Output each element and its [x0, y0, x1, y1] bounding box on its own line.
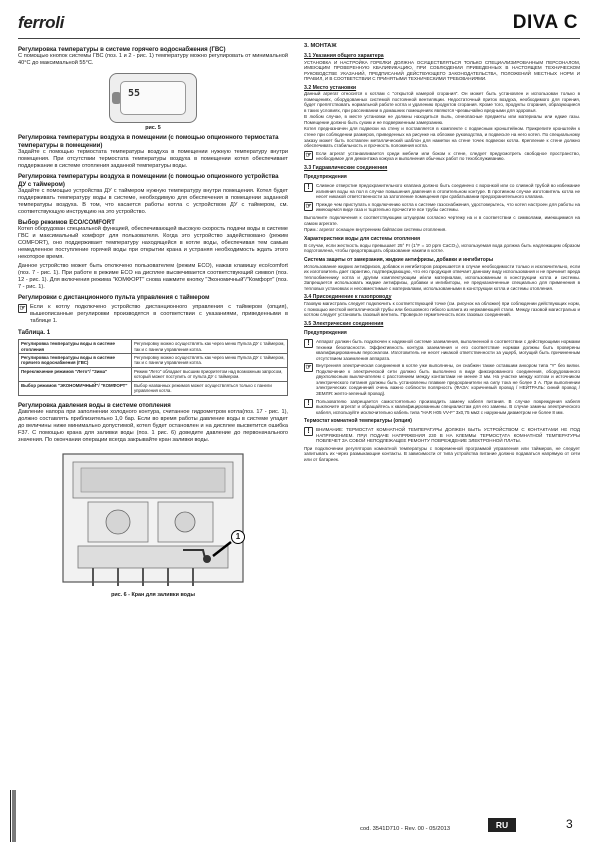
section-title-gas: 3.4 Присоединение к газопроводу	[304, 294, 392, 301]
page-number: 3	[566, 817, 573, 831]
subsection-title-room-thermostat: Термостат комнатной температуры (опция)	[304, 418, 412, 425]
header-divider	[18, 38, 580, 39]
table-row	[19, 354, 288, 368]
language-badge: RU	[488, 818, 516, 832]
warning-block	[304, 202, 580, 213]
warning-text: ВНИМАНИЕ: ТЕРМОСТАТ КОМНАТНОЙ ТЕМПЕРАТУРЫ ДОЛЖЕН БЫТЬ УСТРОЙСТВОМ С КОНТАКТАМИ НЕ ПОД НАПРЯЖЕНИЕМ. ПРИ ПОДАЧЕ НАПРЯЖЕНИЯ 230 В НА КЛЕММЫ ТЕРМОСТАТА КОМНАТНОЙ ТЕМПЕРАТУРЫ ПОВЛЕЧЕТ ЗА СОБОЙ НЕПОДЛЕЖАЩЕЕ РЕМОНТУ ПОВРЕЖДЕНИЕ ЭЛЕКТРОННОЙ ПЛАТЫ.	[316, 427, 580, 444]
section-title-dhw-temp: Регулировка температуры в системе горячего водоснабжения (ГВС)	[18, 46, 226, 53]
section-text-dhw-temp: С помощью кнопок системы ГВС (поз. 1 и 2 - рис. 1) температуру можно регулировать от минимальной 40°C до максимальной 55°C.	[18, 53, 288, 67]
section-title-remote-control: Регулировки с дистанционного пульта управления с таймером	[18, 294, 210, 302]
section-title-electrical: 3.5 Электрические соединения	[304, 320, 384, 327]
section-text-antifreeze: Использование жидких антифризов, добавок и ингибиторов разрешается в случае необходимости только и исключительно, если их изготовитель дает гарантию, подтверждающую, что его продукция отвечает данному виду использования и не причинит вреда теплообменнику котла и другим комплектующим и/или материалам, использованным в конструкции котла и системы. Запрещается использовать жидкие антифризы, добавки и ингибиторы, не предназначенные специально для применения в тепловых установках и несовместимые с материалами, использованными в конструкции котла и системы отопления.	[304, 263, 580, 291]
warning-text: Пользователю запрещается самостоятельно производить замену кабеля питания. В случае повреждения кабеля выключите агрегат и обращайтесь к квалифицированным специалистам для его замены. В случае замены электрического кабеля, используйте исключительно кабель типа "HAR H05 VV-F" 3x0,75 мм2 с наружным диаметром не более 8 мм.	[316, 398, 580, 415]
warning-block	[304, 363, 580, 396]
warning-icon: ☞	[305, 151, 312, 159]
subsection-title-warnings: Предупреждения	[304, 330, 347, 337]
warning-icon: !	[304, 339, 313, 348]
warning-icon: !	[304, 399, 313, 408]
left-column	[18, 43, 288, 601]
subsection-title-warnings: Предупреждения	[304, 174, 347, 181]
table-cell-key: Регулировка температуры воды в системе отопления	[19, 340, 132, 354]
warning-text: Если агрегат устанавливается среди мебели или боком к стене, следует предусмотреть свободное пространство, необходимое для демонтажа кожуха и выполнения обычных работ по техобслуживанию.	[316, 150, 580, 162]
warning-block	[304, 339, 580, 361]
section-text-water-pressure: Давление напора при заполнении холодного контура, считанное гидрометром котла(поз. 17 - рис. 1), должно составлять приблизительно 1,0 бар. Если во время работы давление воды в системе упадет до величины ниже минимально допустимой, котел будет остановлен и на дисплее высветится ошибка F37. С помощью крана для заливки воды (поз. 1 рис. 6) доведите давление до первоначального значения. По окончании операции всегда закрывайте кран заливки воды.	[18, 408, 288, 443]
warning-text: Сливное отверстие предохранительного клапана должно быть соединено с воронкой или со сливной трубой во избежание излияния воды на пол в случае повышения давления в отопительном контуре. В противном случае изготовитель котла не несет никакой ответственности за затопление помещения при срабатывании предохранительного клапана.	[316, 183, 580, 200]
table-row	[19, 367, 288, 381]
subsection-title-water-quality: Характеристики воды для системы отопления	[304, 235, 421, 242]
section-text-general: УСТАНОВКА И НАСТРОЙКА ГОРЕЛКИ ДОЛЖНА ОСУЩЕСТВЛЯТЬСЯ ТОЛЬКО СПЕЦИАЛИЗИРОВАННЫМ ПЕРСОНАЛОМ, ИМЕЮЩИМ ПРОВЕРЕННУЮ КВАЛИФИКАЦИЮ, ПРИ СОБЛЮДЕНИИ ПРИВЕДЕННЫХ В НАСТОЯЩЕМ ТЕХНИЧЕСКОМ РУКОВОДСТВЕ УКАЗАНИЙ, ПРЕДПИСАНИЙ ДЕЙСТВУЮЩЕГО ЗАКОНОДАТЕЛЬСТВА, ПОЛОЖЕНИЙ МЕСТНЫХ НОРМ И ПРАВИЛ, И В СООТВЕТСТВИИ С ПРИНЯТЫМИ ТЕХНИЧЕСКИМИ ТРЕБОВАНИЯМИ.	[304, 59, 580, 82]
section-title-room-thermostat: Регулировка температуры воздуха в помещении (с помощью опционного термостата температуры в помещении)	[18, 134, 279, 149]
callout-marker: 1	[231, 530, 245, 544]
right-column	[304, 43, 580, 462]
table-cell-key: Выбор режимов "ЭКОНОМИЧНЫЙ"/ "КОМФОРТ"	[19, 381, 132, 395]
section-text-eco-comfort-1: Котел оборудован специальной функцией, обеспечивающей высокую скорость подачи воды в системе ГВС и максимальный комфорт для пользователя. Когда это устройство задействовано (режим COMFORT), оно поддерживает температуру находящейся в котле воды, обеспечивая тем самым немедленное поступление горячей воды при открытии крана и устраняя необходимость ждать этого некоторое время.	[18, 226, 288, 261]
section-text-remote-timer: Задайте с помощью устройства ДУ с таймером нужную температуру внутри помещения. Котел будет поддерживать температуру воды в системе, необходимую для обеспечения в помещении заданной температуры воздуха. В том, что касается работы котла с устройством ДУ с таймером, см. соответствующую инструкцию на это устройство.	[18, 188, 288, 216]
control-panel-display-image	[109, 73, 197, 123]
section-title-general: 3.1 Указания общего характера	[304, 53, 384, 59]
warning-text: Аппарат должен быть подключен к надежной системе заземления, выполненной в соответствии с действующими нормами техники безопасности. Эффективность контура заземления и его соответствие нормам должны быть проверены квалифицированным персоналом. Изготовитель не несет никакой ответственности за ущерб, могущий быть причиненным отсутствием заземления аппарата.	[316, 339, 580, 361]
warning-icon: ☞	[19, 304, 26, 312]
section-text-hydraulic-2: Прим.: агрегат оснащен внутренним байпасом системы отопления.	[304, 227, 447, 233]
section-text-gas: Газовую магистраль следует подключить к соответствующей точке (см. рисунок на обложке) при соблюдении действующих норм, с помощью жесткой металлической трубы или бесшовного гибкого шланга из нержавеющей стали. Между газовой магистралью и котлом следует установить газовый вентиль. Проверьте герметичность всех газовых соединений.	[304, 300, 580, 318]
barcode-graphic	[10, 790, 16, 842]
display-digits: 55	[128, 88, 141, 100]
warning-icon: ☞	[305, 364, 312, 372]
boiler-fill-tap-image	[33, 450, 273, 590]
warning-block	[304, 399, 580, 416]
table-cell-value: Режим "Лето" обладает высшим приоритетом над возможным запросом, который может поступить от пульта ДУ с таймером.	[131, 367, 287, 381]
figure-caption: рис. 6 - Кран для заливки воды	[111, 591, 195, 598]
figure-caption: рис. 5	[145, 125, 161, 132]
warning-block	[304, 183, 580, 200]
warning-block	[18, 304, 288, 325]
section-title-remote-timer: Регулировка температуры воздуха в помещении (с помощью опционного устройства ДУ с таймером)	[18, 173, 279, 188]
warning-text: Прежде чем приступать к подключению котла к системе газоснабжения, удостоверьтесь, что котел настроен для работы на имеющемся виде газа и тщательно прочистите все трубы системы.	[316, 201, 580, 213]
warning-text: Если к котлу подключено устройство дистанционного управления с таймером (опция), вышеописанные регулировки производятся в соответствии с указаниями, приведенными в таблице 1.	[30, 303, 288, 324]
warning-block	[304, 427, 580, 444]
boiler-diagram	[33, 450, 273, 590]
section-title-eco-comfort: Выбор режимов ECO/COMFORT	[18, 219, 115, 227]
model-title: DIVA C	[512, 12, 578, 33]
warning-icon: !	[304, 183, 313, 192]
table-cell-key: Регулировка температуры воды в системе горячего водоснабжения (ГВС)	[19, 354, 132, 368]
settings-table	[18, 339, 288, 395]
table-cell-value: Регулировку можно осуществлять как через меню Пульта ДУ с таймером, так и с панели управления котла.	[131, 340, 287, 354]
section-text-location-3: Котел предназначен для подвески на стену и поставляется в комплекте с подвесным кронштейном. Прикрепите кронштейн к стене при соблюдении размеров, приведенных на рисунке на обложке руководства, и подвесьте на него котел. По специальному заказу может быть поставлен металлический шаблон для наметки на стене точек подвески котла. Крепление к стене должно обеспечивать стабильность и прочность положения котла.	[304, 126, 580, 149]
table-cell-key: Переключение режимов "Лето"/ "Зима"	[19, 367, 132, 381]
table-title: Таблица. 1	[18, 328, 51, 336]
section-title-location: 3.2 Место установки	[304, 84, 357, 91]
table-row	[19, 381, 288, 395]
section-text-location-2: В любом случае, в месте установки не должны находиться пыль, огнеопасные предметы или материалы или едкие газы. Помещение должно быть сухим и не подверженным замерзанию.	[304, 114, 580, 125]
table-cell-value: Выбор названных режимов может осуществляться только с панели управления котла.	[131, 381, 287, 395]
section-text-hydraulic-1: Выполните подключения к соответствующим штуцерам согласно чертежу на и в соответствии с символами, имеющимися на самом агрегате.	[304, 214, 580, 226]
section-title-water-pressure: Регулировка давления воды в системе отопления	[18, 401, 171, 409]
table-row	[19, 340, 288, 354]
warning-block	[304, 151, 580, 162]
warning-text: Внутренняя электрическая соединения в котле уже выполнены, он снабжен также оставшим анкором типа "Y" без вилки. Подключение к электрической сети должно быть выполнено в виде фиксированного соединения, оборудованного двухполюсным выключателем с расстоянием между контактами не менее 3 мм. На участке между котлом и источником электрического питания должны быть установлены плавкие предохранители на силу тока не более 3 А. При выполнении электрических соединений очень важно соблюсти полярность (ФАЗА: коричневый провод / НЕЙТРАЛЬ: синий провод / ЗЕМЛЯ: желто-зеленый провод).	[316, 363, 580, 397]
subsection-title-antifreeze: Система защиты от замерзания, жидкие антифризы, добавки и ингибиторы	[304, 256, 494, 263]
warning-icon: !	[304, 427, 313, 436]
section-text-location-1: Данный агрегат относится к котлам с "открытой камерой сгорания". Он может быть установлен и использован только в помещениях, оборудованных системой постоянной вентиляции. Недостаточный приток воздуха, необходимого для горения, будет препятствовать нормальной работе котла и удалению продуктов сгорания. Кроме того, продукты сгорания, образующиеся в таких условиях, при рассеивании в домашних помещениях являются чрезвычайно вредными для здоровья.	[304, 91, 580, 113]
section-text-water-quality: В случае, если жесткость воды превышает 25° Fr (1°F = 10 ppm CaCO₃), используемая вода должна быть надлежащим образом подготовлена, чтобы предотвращать образование накипи в котле.	[304, 242, 580, 254]
brand-logo: ferroli	[18, 13, 65, 32]
warning-icon: ☞	[305, 202, 312, 210]
chapter-title-installation: 3. МОНТАЖ	[304, 43, 337, 49]
section-text-eco-comfort-2: Данное устройство может быть отключено пользователем (режим ECO), нажав клавишу eco/comfort (поз. 7 - рис. 1). При работе в режиме ECO на дисплее высвечивается соответствующий символ (поз. 12 - рис. 1). Для включения режима "КОМФОРТ" снова нажмите кнопку "Экономичный"/"Комфорт" (поз. 7 - рис. 1).	[18, 263, 288, 291]
section-text-room-thermostat: Задайте с помощью термостата температуры воздуха в помещении нужную температуру внутри помещения. При отсутствии термостата температуры воздуха в помещении котел обеспечивает поддержание в системе отопления заданной температуры воды.	[18, 149, 288, 170]
section-text-electrical: При подключении регуляторов комнатной температуры с повременной программой управления или таймеров, не следует запитывать их через размыкающие контакты. В зависимости от типа устройства питание должно подаваться напрямую от сети или от батареек.	[304, 445, 580, 462]
table-cell-value: Регулировку можно осуществлять как через меню Пульта ДУ с таймером, так и с панели управления котла.	[131, 354, 287, 368]
section-title-hydraulic: 3.3 Гидравлические соединения	[304, 164, 388, 171]
document-code: cod. 3541D710 - Rev. 00 - 05/2013	[360, 826, 451, 832]
